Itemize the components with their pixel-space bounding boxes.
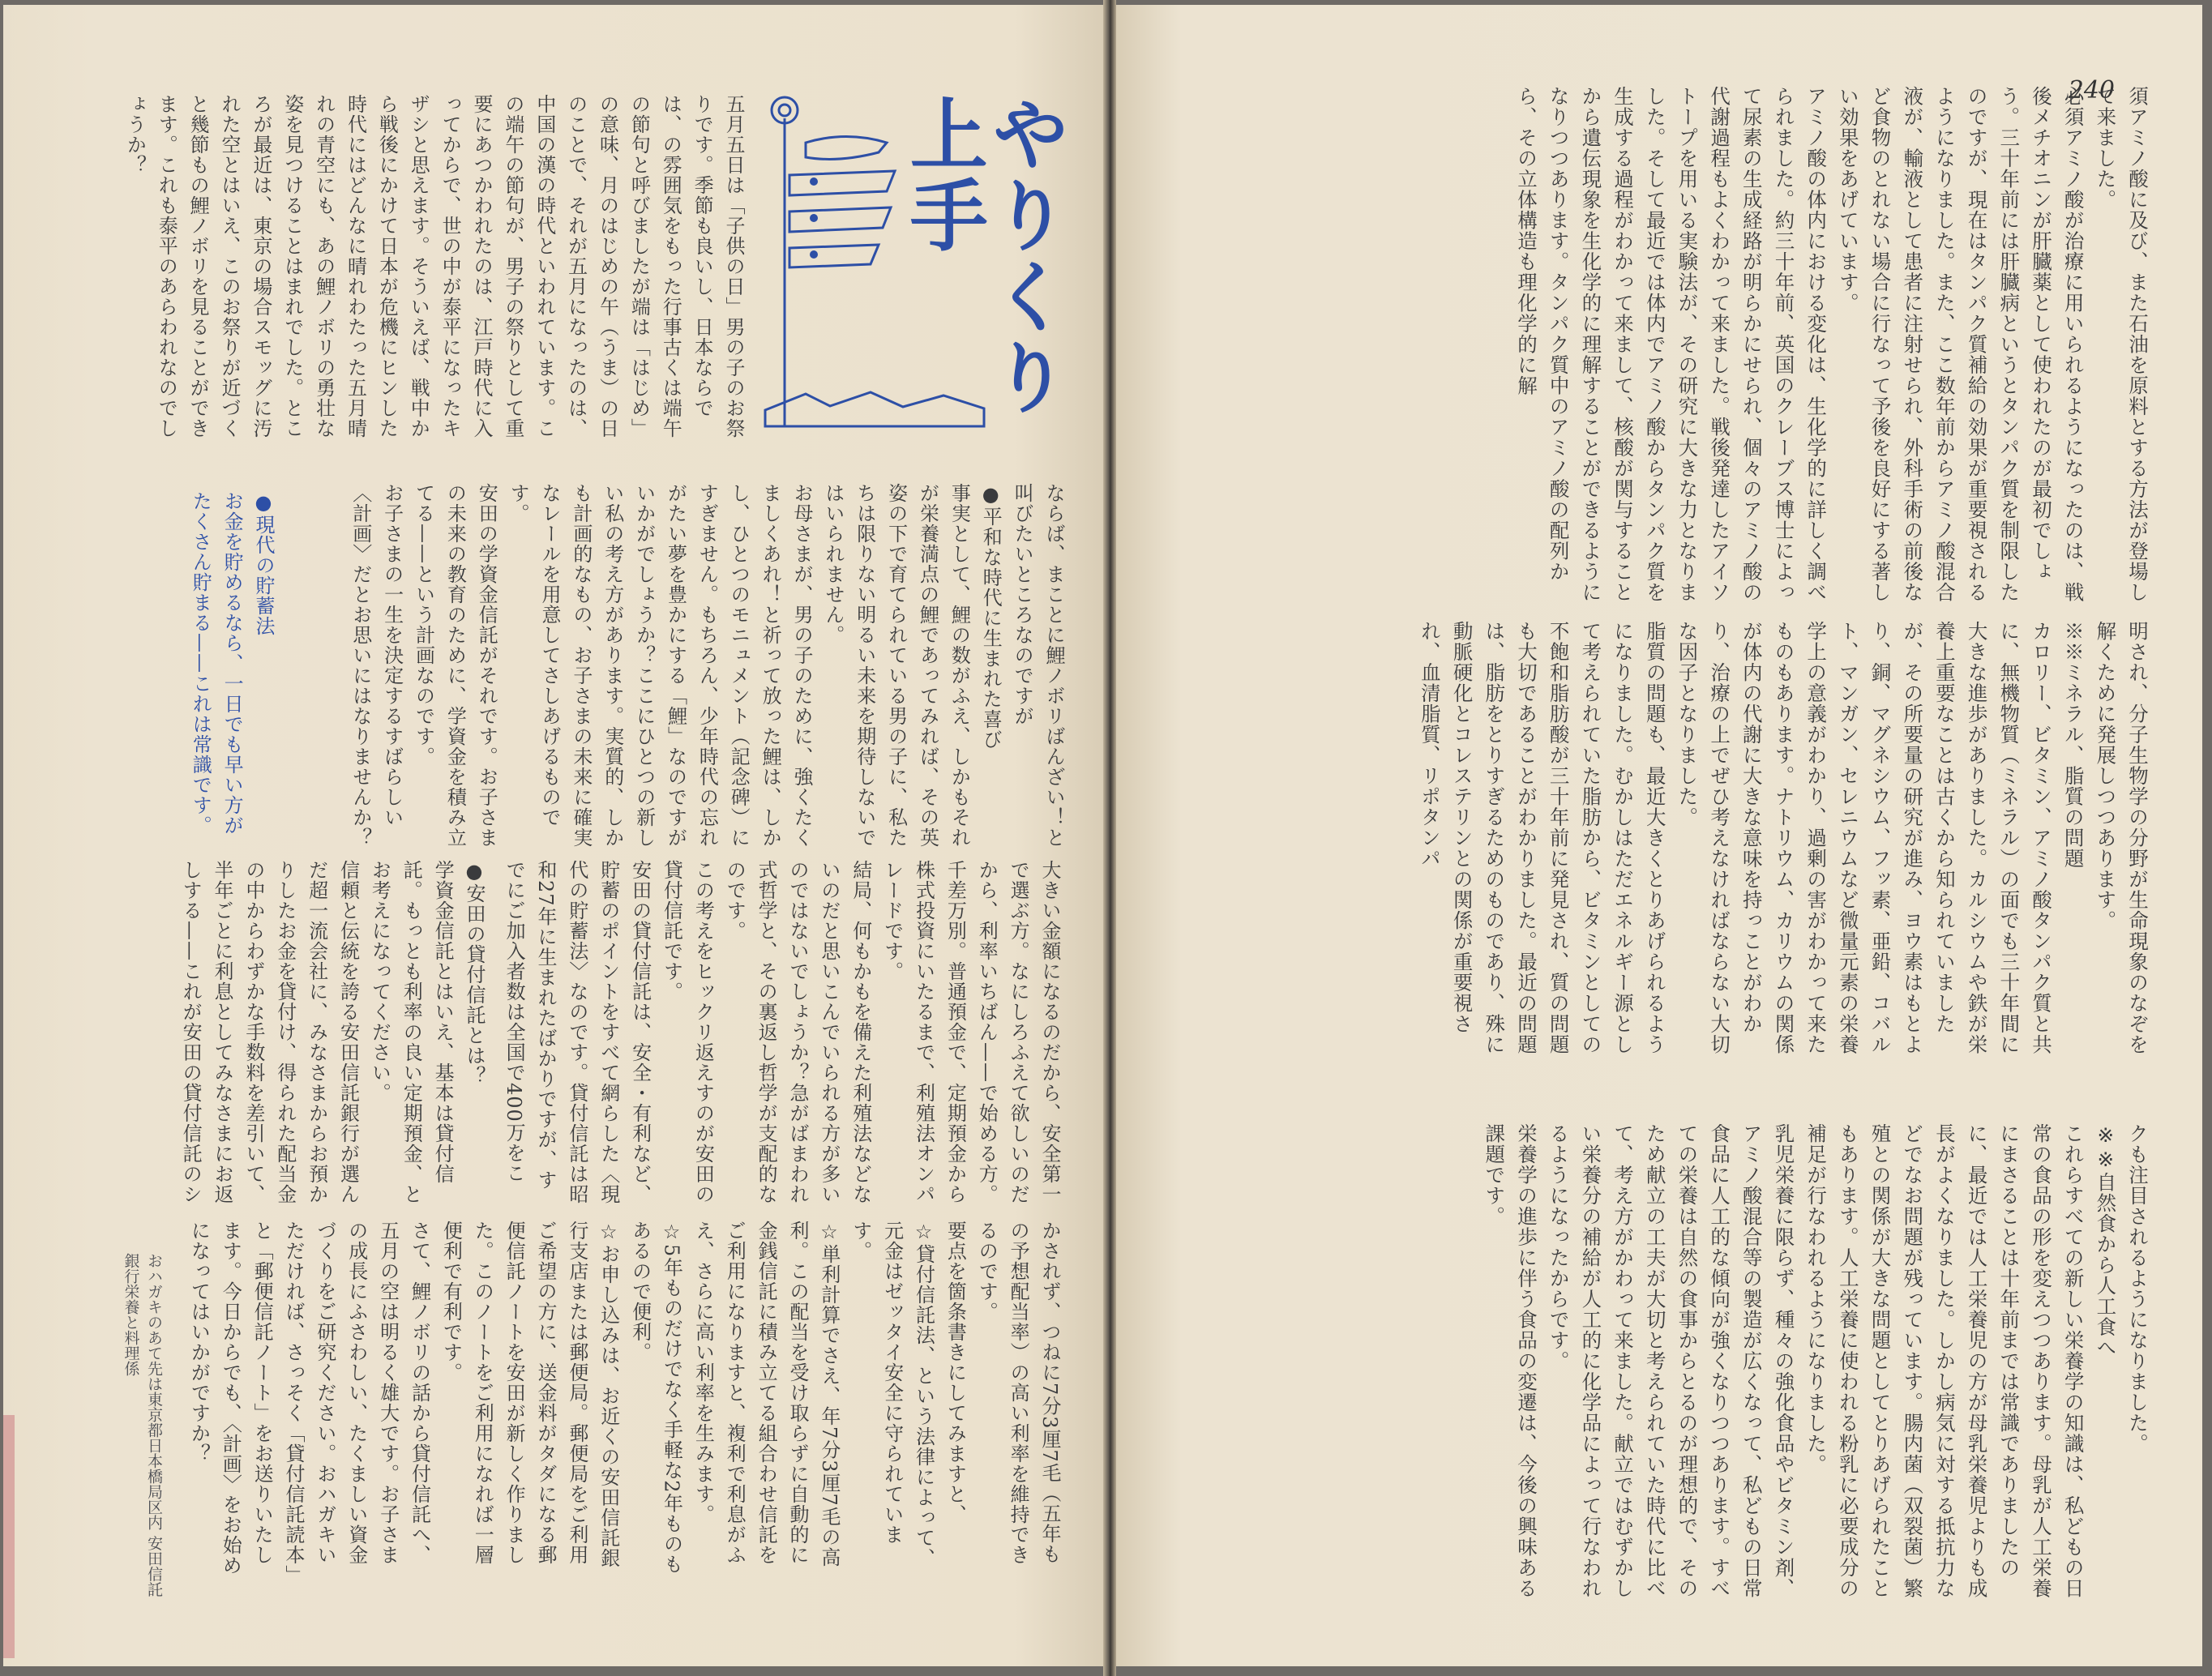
- chochiku-column: ●現代の貯蓄法 お金を貯めるなら、一日でも早い方がたくさん貯まる——これは常識です。: [189, 491, 275, 836]
- ookii-column: 大きい金額になるのだから、安全第一で選ぶ方。なにしろふえて欲しいのだから、利率いちばん——で始める方。千差万別。普通預金で、定期預金から株式投資にいたるまで、利殖法オンパレードです。 結局、何もかもを備えた利殖法などないのだと思いこんでいられる方が多いのではないでしょうか？急がばまわれ式哲学と、その裏返し哲学が支配的なのです。 この考えをヒックリ返えすのが安田の貸付信託です。 安田の貸付信託は、安全・有利など、貯蓄のポイントをすべて網らした〈現代の貯蓄法〉なのです。貸付信託は昭和27年に生まれたばかりですが、すでにご加入者数は全国で400万をこ: [503, 860, 1061, 1204]
- lower-column: クも注目されるようになりました。 ※※自然食から人工食へ これらすべての新しい栄養学の知識は、私どもの日常の食品の形を変えつつあります。母乳が人工栄養にまさることは十年前までは常識でありましたのに、最近では人工栄養児の方が母乳栄養児よりも成長がよくなりました。しかし病気に対する抵抗力などでなお問題が残っています。腸内菌（双裂菌）繁殖との関係が大きな問題としてとりあげられたこともあります。人工栄養に使われる粉乳に必要成分の補足が行なわれるようになりました。 乳児栄養に限らず、種々の強化食品やビタミン剤、アミノ酸混合等の製造が広くなって、私どもの日常食品に人工的な傾向が強くなりつつあります。すべての栄養は自然の食事からとるのが理想的で、そのため献立の工夫が大切と考えられていた時代に比べて、考え方がかわって来ました。献立ではむずかしい栄養分の補給が人工的に化学品によって行なわれるようになったからです。 栄養学の進歩に伴う食品の変遷は、今後の興味ある課題です。: [1483, 1123, 2150, 1599]
- edge-stain: [3, 1415, 15, 1658]
- upper-column: 須アミノ酸に及び、また石油を原料とする方法が登場して来ました。 必須アミノ酸が治療に用いられるようになったのは、戦後メチオニンが肝臓薬として使われたのが最初でしょう。三十年前には肝臓病というとタンパク質を制限したのですが、現在はタンパク質補給の効果が重要視されるようになりました。また、ここ数年前からアミノ酸混合液が、輸液として患者に注射せられ、外科手術の前後など食物のとれない場合に行なって予後を良好にする著しい効果をあげています。 アミノ酸の体内における変化は、生化学的に詳しく調べられました。約三十年前、英国のクレーブス博士によって尿素の生成経路が明らかにせられ、個々のアミノ酸の代謝過程もよくわかって来ました。戦後発達したアイソトープを用いる実験法が、その研究に大きな力となりました。そして最近では体内でアミノ酸からタンパク質を生成する過程がわかって来まして、核酸が関与することから遺伝現象を生化学的に理解することができるようになりつつあります。タンパク質中のアミノ酸の配列から、その立体構造も理化学的に解: [1514, 86, 2150, 603]
- left-page: [3, 5, 1103, 1666]
- heading-title: やりくり上手: [897, 94, 1070, 418]
- intro-column: 五月五日は「子供の日」男の子のお祭りです。季節も良いし、日本ならでは、の雰囲気をもった行事古くは端午の節句と呼びましたが端は「はじめ」の意味、月のはじめの午（うま）の日のことで、それが五月になったのは、中国の漢の時代といわれています。この端午の節句が、男子の祭りとして重要にあつかわれたのは、江戸時代に入ってからで、世の中が泰平になったキザシと思えます。そういえば、戦中から戦後にかけて日本が危機にヒンした時代にはどんなに晴れわたった五月晴れの青空にも、あの鯉ノボリの勇壮な姿を見つけることはまれでした。ところが最近は、東京の場合スモッグに汚れた空とはいえ、このお祭りが近づくと幾節もの鯉ノボリを見ることができます。これも泰平のあらわれなのでしょうか？: [123, 94, 745, 438]
- page-number: 240: [2068, 76, 2115, 105]
- yasuda-column: ●安田の貸付信託とは？ 学資金信託とはいえ、基本は貸付信託。もっとも利率の良い定期預金、とお考えになってください。 信頼と伝統を誇る安田信託銀行が選んだ超一流会社に、みなさまからお預かりしたお金を貸付け、得られた配当金の中からわずかな手数料を差引いて、半年ごとに利息としてみなさまにお返しする——これが安田の貸付信託のシ: [179, 860, 486, 1204]
- heiwa-column: ならば、まことに鯉ノボリばんざい！と叫びたいところなのですが ●平和な時代に生まれた喜び 事実として、鯉の数がふえ、しかもそれが栄養満点の鯉であってみれば、その英姿の下で育てられている男の子に、私たちは限りない明るい未来を期待しないではいられません。 お母さまが、男の子のために、強くたくましくあれ！と祈って放った鯉は、しかし、ひとつのモニュメント（記念碑）にすぎません。もちろん、少年時代の忘れがたい夢を豊かにする「鯉」なのですがいかがでしょうか？ここにひとつの新しい私の考え方があります。実質的、しかも計画的なもの、お子さまの未来に確実なレールを用意してさしあげるものです。 安田の学資金信託がそれです。お子さまの未来の教育のために、学資金を積み立てる——という計画なのです。 お子さまの一生を決定するすばらしい〈計画〉だとお思いにはなりませんか？: [349, 483, 1065, 848]
- kasarezu-column: かされず、つねに7分3厘7毛（五年もの予想配当率）の高い利率を維持できるのです。 要点を箇条書きにしてみますと、 ☆貸付信託法、という法律によって、元金はゼッタイ安全に守られています。 ☆単利計算でさえ、年7分3厘7毛の高利。この配当を受け取らずに自動的に金銭信託に積み立てる組合わせ信託をご利用になりますと、複利で利息がふえ、さらに高い利率を生みます。 ☆5年ものだけでなく手軽な2年ものもあるので便利。 ☆お申し込みは、お近くの安田信託銀行支店または郵便局。郵便局をご利用ご希望の方に、送金料がタダになる郵便信託ノートを安田が新しく作りました。このノートをご利用になれば一層便利で有利です。 さて、鯉ノボリの話から貸付信託へ、五月の空は明るく雄大です。お子さまの成長にふさわしい、たくましい資金づくりをご研究ください。おハガキいただければ、さっそく「貸付信託読本」と「郵便信託ノート」をお送りいたします。今日からでも、〈計画〉をお始めになってはいかがですか？: [187, 1221, 1061, 1576]
- right-page: [1116, 5, 2202, 1666]
- book-spine: [1103, 0, 1116, 1676]
- middle-column: 明され、分子生物学の分野が生命現象のなぞを解くために発展しつつあります。 ※※ミネラル、脂質の問題 カロリー、ビタミン、アミノ酸タンパク質と共に、無機物質（ミネラル）の面でも三十年間に大きな進歩がありました。カルシウムや鉄が栄養上重要なことは古くから知られていましたが、その所要量の研究が進み、ヨウ素はもとより、銅、マグネシウム、フッ素、亜鉛、コバルト、マンガン、セレニウムなど微量元素の栄養学上の意義がわかり、過剰の害がわかって来たものもあります。ナトリウム、カリウムの関係が体内の代謝に大きな意味を持っことがわかり、治療の上でぜひ考えなければならない大切な因子となりました。 脂質の問題も、最近大きくとりあげられるようになりました。むかしはただエネルギー源として考えられていた脂肪から、ビタミンとしての不飽和脂肪酸が三十年前に発見され、質の問題も大切であることがわかりました。最近の問題は、脂肪をとりすぎるためのものであり、殊に動脈硬化とコレステリンとの関係が重要視され、血清脂質、リポタンパ: [1418, 621, 2150, 1055]
- footnote: おハガキのあて先は東京都日本橋局区内 安田信託銀行栄養と料理係: [122, 1253, 163, 1597]
